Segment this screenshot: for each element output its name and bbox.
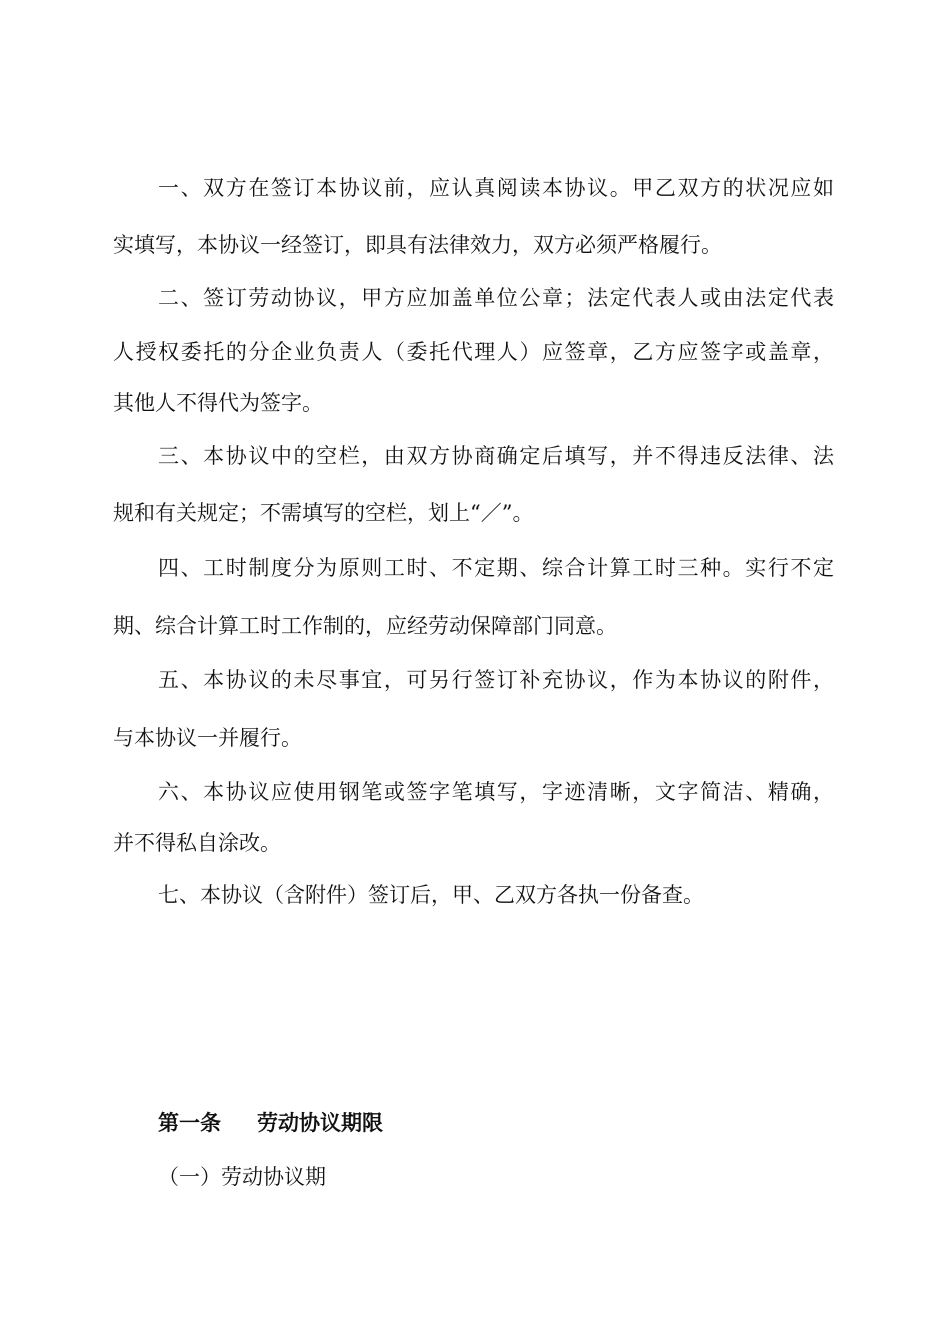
note-7-line-1: 七、本协议（含附件）签订后，甲、乙双方各执一份备查。 — [158, 883, 704, 907]
note-4-line-1: 四、工时制度分为原则工时、不定期、综合计算工时三种。实行不定 — [158, 556, 834, 580]
note-6-line-2: 并不得私自涂改。 — [113, 831, 281, 855]
article-number: 第一条 — [158, 1110, 221, 1135]
note-2-line-2: 人授权委托的分企业负责人（委托代理人）应签章，乙方应签字或盖章， — [113, 340, 834, 364]
note-1-line-2: 实填写，本协议一经签订，即具有法律效力，双方必须严格履行。 — [113, 233, 722, 257]
note-6-line-1: 六、本协议应使用钢笔或签字笔填写，字迹清晰，文字简洁、精确， — [158, 780, 834, 804]
note-1-line-1: 一、双方在签订本协议前，应认真阅读本协议。甲乙双方的状况应如 — [158, 176, 834, 200]
note-4-line-2: 期、综合计算工时工作制的，应经劳动保障部门同意。 — [113, 614, 617, 638]
article-sub-item: （一）劳动协议期 — [158, 1165, 326, 1189]
article-title: 劳动协议期限 — [257, 1110, 383, 1135]
note-3-line-1: 三、本协议中的空栏，由双方协商确定后填写，并不得违反法律、法 — [158, 444, 834, 468]
note-2-line-1: 二、签订劳动协议，甲方应加盖单位公章；法定代表人或由法定代表 — [158, 286, 834, 310]
note-2-line-3: 其他人不得代为签字。 — [113, 391, 323, 415]
note-5-line-2: 与本协议一并履行。 — [113, 726, 302, 750]
note-5-line-1: 五、本协议的未尽事宜，可另行签订补充协议，作为本协议的附件， — [158, 668, 834, 692]
note-3-line-2: 规和有关规定；不需填写的空栏，划上“／”。 — [113, 501, 534, 525]
article-heading — [158, 1112, 383, 1133]
